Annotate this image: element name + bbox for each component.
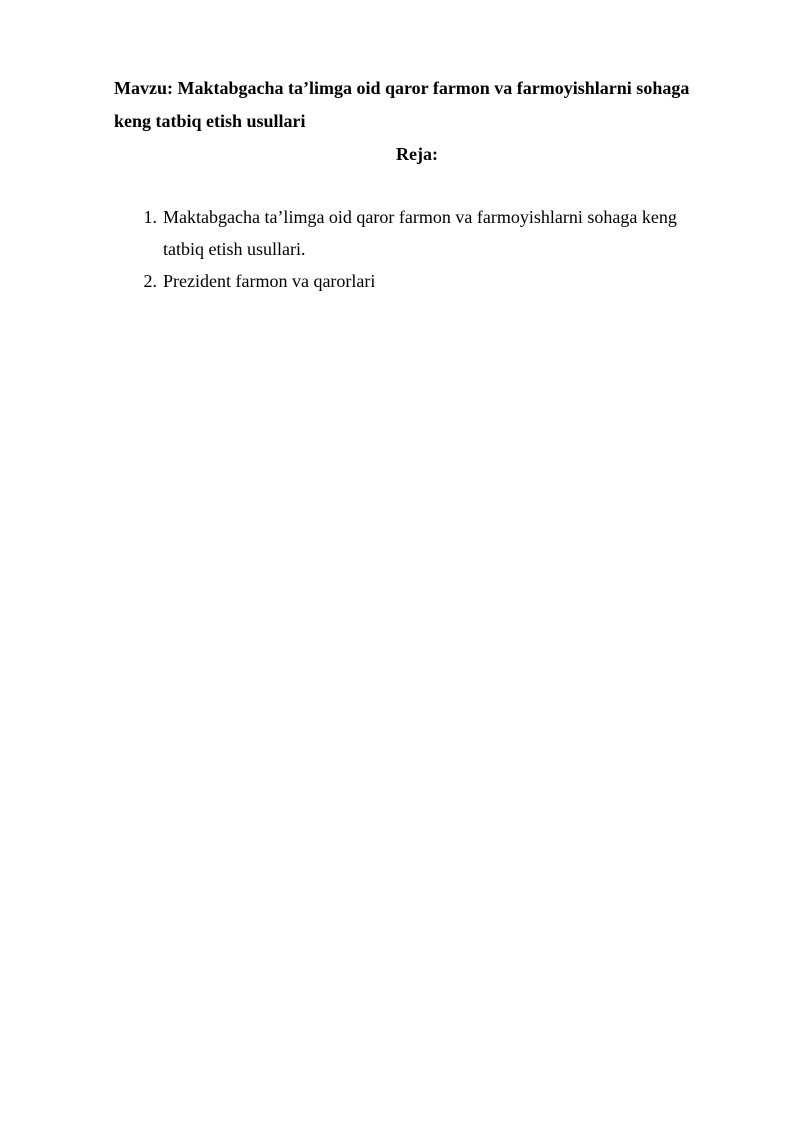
- document-title: Mavzu: Maktabgacha ta’limga oid qaror farmon va farmoyishlarni sohaga keng tatbiq etish usullari: [114, 78, 690, 131]
- plan-item: [114, 201, 720, 265]
- plan-item-number: 2.: [143, 271, 157, 291]
- plan-item-number: 1.: [143, 207, 157, 227]
- plan-item: [114, 265, 720, 297]
- plan-heading: Reja:: [396, 144, 438, 164]
- document-content: [114, 72, 720, 297]
- plan-list: [114, 201, 720, 297]
- plan-item-text: Maktabgacha ta’limga oid qaror farmon va farmoyishlarni sohaga keng tatbiq etish usullari.: [163, 207, 677, 259]
- plan-item-text: Prezident farmon va qarorlari: [163, 271, 376, 291]
